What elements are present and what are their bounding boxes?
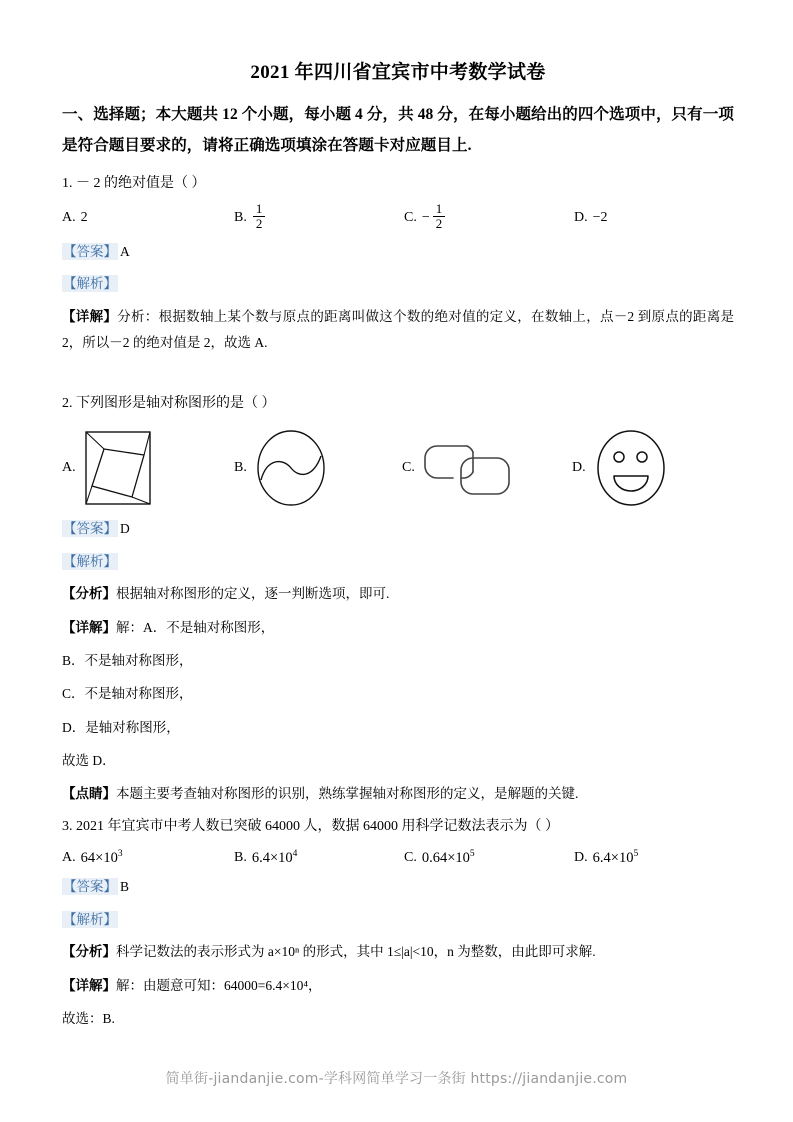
question-2-stem: 2. 下列图形是轴对称图形的是（ ） bbox=[62, 395, 276, 411]
option-label: B. bbox=[234, 850, 247, 866]
fraction-numerator: 1 bbox=[435, 201, 443, 217]
question-3-answer-line bbox=[62, 874, 734, 900]
answer-tag: 【答案】 bbox=[63, 521, 117, 537]
section-intro: 一、选择题；本大题共 12 个小题，每小题 4 分，共 48 分，在每小题给出的四个选项中，只有一项是符合题目要求的，请将正确选项填涂在答题卡对应题目上. bbox=[62, 105, 734, 154]
option-label: B. bbox=[234, 460, 247, 476]
mantissa: 64 bbox=[80, 850, 96, 867]
question-1-stem: 1. － 2 的绝对值是（ ） bbox=[62, 175, 206, 191]
detail-text: 科学记数法的表示形式为 a×10ⁿ 的形式，其中 1≤|a|<10，n 为整数，由此即可求解. bbox=[116, 944, 596, 960]
detail-text: D．是轴对称图形， bbox=[62, 719, 180, 735]
option-value: −2 bbox=[592, 209, 608, 225]
keypoint-text: 本题主要考查轴对称图形的识别，熟练掌握轴对称图形的定义，是解题的关键. bbox=[116, 786, 579, 802]
minus-sign: − bbox=[421, 209, 430, 225]
analysis-tag: 【解析】 bbox=[63, 276, 117, 292]
times-sign: × bbox=[95, 850, 104, 867]
page-title: 2021 年四川省宜宾市中考数学试卷 bbox=[250, 62, 546, 83]
answer-value: D bbox=[120, 521, 130, 537]
question-3-option-d[interactable] bbox=[574, 849, 724, 867]
option-label: C. bbox=[402, 460, 415, 476]
question-2-analysis-line bbox=[62, 549, 734, 575]
question-1-answer-line bbox=[62, 239, 734, 265]
circle-with-s-curve-figure bbox=[253, 428, 329, 508]
option-label: C. bbox=[404, 850, 417, 866]
base: 10 bbox=[618, 850, 634, 867]
times-sign: × bbox=[269, 850, 279, 867]
detail-tag: 【详解】 bbox=[62, 308, 118, 324]
detail-text: B．不是轴对称图形， bbox=[62, 653, 193, 669]
square-with-inscribed-rotated-square-figure bbox=[82, 429, 154, 507]
detail-tag: 【详解】 bbox=[62, 619, 116, 635]
option-label: D. bbox=[572, 460, 586, 476]
exponent: 4 bbox=[292, 849, 298, 860]
question-1-analysis-line bbox=[62, 271, 734, 297]
question-3-conclusion bbox=[62, 1006, 734, 1032]
option-label: D. bbox=[574, 209, 588, 225]
detail-text: 根据轴对称图形的定义，逐一判断选项，即可. bbox=[116, 586, 390, 602]
detail-text: 故选 D． bbox=[62, 753, 116, 769]
analysis-tag: 【解析】 bbox=[63, 553, 117, 569]
base: 10 bbox=[278, 850, 293, 867]
question-1-detail-paragraph bbox=[62, 304, 734, 357]
exponent: 5 bbox=[633, 849, 639, 860]
scientific-notation-value bbox=[81, 849, 123, 867]
option-label: D. bbox=[574, 850, 588, 866]
question-1-option-c[interactable] bbox=[404, 203, 574, 231]
option-label: A. bbox=[62, 850, 76, 866]
fraction-denominator: 2 bbox=[433, 216, 446, 231]
detail-tag: 【详解】 bbox=[62, 977, 116, 993]
question-2-option-c[interactable] bbox=[402, 432, 572, 504]
question-1-option-b[interactable] bbox=[234, 203, 404, 231]
question-2-conclusion bbox=[62, 748, 734, 774]
scientific-notation-value bbox=[422, 849, 475, 867]
detail-text: 解：由题意可知：64000=6.4×10⁴， bbox=[116, 977, 322, 993]
question-2-options bbox=[62, 427, 734, 509]
two-interlocking-rounded-squares-figure bbox=[421, 432, 521, 504]
exponent: 3 bbox=[117, 849, 123, 860]
detail-text: 解：A．不是轴对称图形， bbox=[116, 619, 275, 635]
answer-value: B bbox=[120, 879, 130, 895]
option-label: B. bbox=[234, 209, 247, 225]
fraction-denominator: 2 bbox=[253, 216, 266, 231]
fraction-one-half bbox=[433, 202, 446, 230]
fraction-one-half bbox=[253, 202, 266, 230]
question-3-analysis-line bbox=[62, 907, 734, 933]
question-3-stem: 3. 2021 年宜宾市中考人数已突破 64000 人，数据 64000 用科学记数法表示为（ ） bbox=[62, 818, 559, 834]
question-2-detail-line-d bbox=[62, 715, 734, 741]
question-2-keypoint-paragraph bbox=[62, 781, 734, 807]
mantissa: 6.4 bbox=[251, 850, 270, 867]
detail-tag: 【分析】 bbox=[62, 944, 116, 960]
footer-watermark: 简单街-jiandanjie.com-学科网简单学习一条街 https://jiandanjie.com bbox=[165, 1071, 628, 1087]
detail-text: C．不是轴对称图形， bbox=[62, 686, 193, 702]
exponent: 5 bbox=[469, 849, 475, 860]
detail-text: 故选：B. bbox=[62, 1010, 115, 1026]
option-label: A. bbox=[62, 209, 76, 225]
option-label: C. bbox=[404, 209, 417, 225]
question-3-option-b[interactable] bbox=[234, 849, 404, 867]
question-3-analysis-paragraph bbox=[62, 939, 734, 965]
base: 10 bbox=[103, 850, 118, 867]
base: 10 bbox=[455, 850, 470, 867]
scientific-notation-value bbox=[593, 849, 639, 867]
times-sign: × bbox=[610, 850, 619, 867]
question-2-option-a[interactable] bbox=[62, 429, 234, 507]
question-2-detail-line-c bbox=[62, 681, 734, 707]
mantissa: 0.64 bbox=[421, 850, 448, 867]
question-2-detail-line-b bbox=[62, 648, 734, 674]
question-1-option-d[interactable] bbox=[574, 210, 724, 226]
question-2-option-d[interactable] bbox=[572, 428, 722, 508]
question-1-options bbox=[62, 203, 734, 231]
fraction-numerator: 1 bbox=[255, 201, 263, 217]
question-1-option-a[interactable] bbox=[62, 210, 234, 226]
question-3-detail-paragraph bbox=[62, 973, 734, 999]
answer-tag: 【答案】 bbox=[63, 243, 117, 259]
question-2-detail-paragraph bbox=[62, 615, 734, 641]
option-label: A. bbox=[62, 460, 76, 476]
option-value: 2 bbox=[80, 209, 88, 225]
question-3-option-a[interactable] bbox=[62, 849, 234, 867]
question-2-analysis-paragraph bbox=[62, 581, 734, 607]
page-content bbox=[62, 0, 734, 1032]
question-3-options bbox=[62, 849, 734, 867]
keypoint-tag: 【点睛】 bbox=[62, 786, 116, 802]
smiley-face-figure bbox=[592, 428, 670, 508]
detail-tag: 【分析】 bbox=[62, 586, 116, 602]
question-3-option-c[interactable] bbox=[404, 849, 574, 867]
question-2-answer-line bbox=[62, 516, 734, 542]
question-2-option-b[interactable] bbox=[234, 428, 402, 508]
mantissa: 6.4 bbox=[592, 850, 611, 867]
answer-value: A bbox=[120, 243, 130, 259]
times-sign: × bbox=[447, 850, 456, 867]
scientific-notation-value bbox=[252, 849, 298, 867]
analysis-tag: 【解析】 bbox=[63, 911, 117, 927]
answer-tag: 【答案】 bbox=[63, 879, 117, 895]
detail-text: 分析：根据数轴上某个数与原点的距离叫做这个数的绝对值的定义，在数轴上，点－2 到原点的距离是 2，所以－2 的绝对值是 2，故选 A. bbox=[62, 308, 735, 351]
